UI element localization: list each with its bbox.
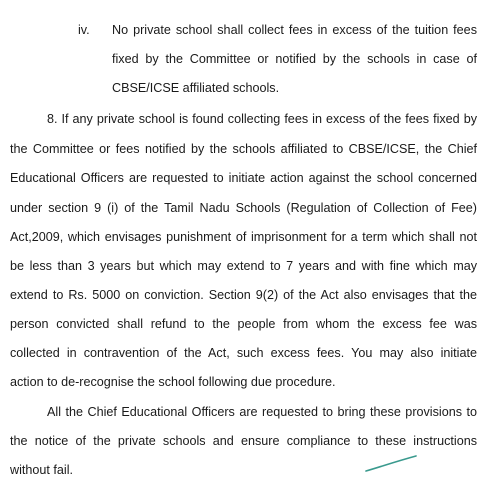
closing-paragraph-line-3: without fail. bbox=[10, 463, 73, 477]
paragraph-8-line-9: collected in contravention of the Act, such excess fees. You may also initiate bbox=[10, 346, 477, 360]
paragraph-8-line-7: extend to Rs. 5000 on conviction. Section 9(2) of the Act also envisages that the bbox=[10, 288, 477, 302]
closing-paragraph-line-2: the notice of the private schools and ensure compliance to these instructions bbox=[10, 434, 477, 448]
item-iv-line-3: CBSE/ICSE affiliated schools. bbox=[112, 81, 280, 95]
signature-stroke bbox=[364, 454, 420, 474]
paragraph-8-line-4: under section 9 (i) of the Tamil Nadu Schools (Regulation of Collection of Fee) bbox=[10, 201, 477, 215]
paragraph-8-line-3: Educational Officers are requested to initiate action against the school concerned bbox=[10, 171, 477, 185]
paragraph-8-line-10: action to de-recognise the school following due procedure. bbox=[10, 375, 336, 389]
item-iv-line-2: fixed by the Committee or notified by the schools in case of bbox=[112, 52, 477, 66]
closing-paragraph-line-1: All the Chief Educational Officers are requested to bring these provisions to bbox=[47, 405, 477, 419]
paragraph-8-line-6: be less than 3 years but which may extend to 7 years and with fine which may bbox=[10, 259, 477, 273]
paragraph-8-line-2: the Committee or fees notified by the schools affiliated to CBSE/ICSE, the Chief bbox=[10, 142, 477, 156]
list-numeral-iv: iv. bbox=[78, 23, 90, 37]
item-iv-line-1: No private school shall collect fees in excess of the tuition fees bbox=[112, 23, 477, 37]
paragraph-8-line-8: person convicted shall refund to the people from whom the excess fee was bbox=[10, 317, 477, 331]
paragraph-8-line-1: 8. If any private school is found collecting fees in excess of the fees fixed by bbox=[47, 112, 477, 126]
paragraph-8-line-5: Act,2009, which envisages punishment of imprisonment for a term which shall not bbox=[10, 230, 477, 244]
